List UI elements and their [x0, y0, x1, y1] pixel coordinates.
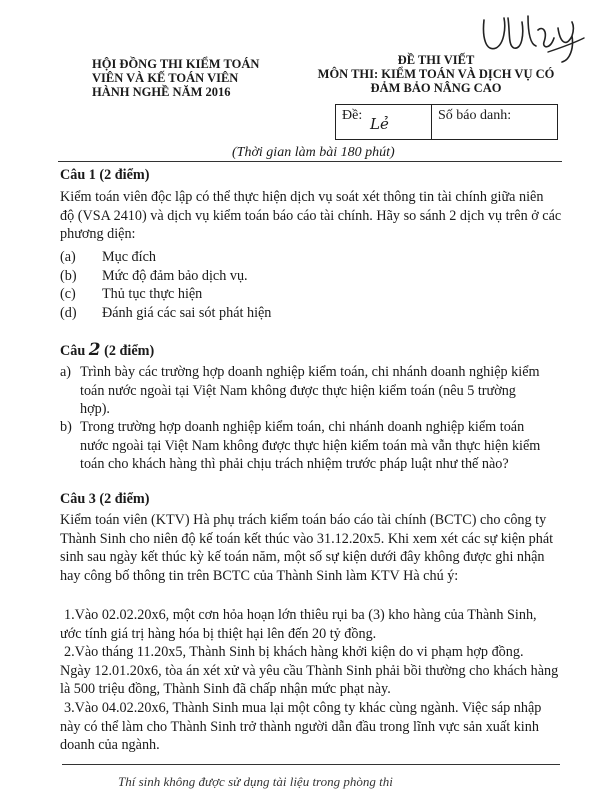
q1-item: (d) Đánh giá các sai sót phát hiện — [60, 304, 272, 321]
q2-part-b: b) Trong trường hợp doanh nghiệp kiểm toán, chi nhánh doanh nghiệp kiểm toán nước ngoài tại Việt Nam không được thực hiện kiểm toán mà vẫn thực hiện kiểm toán cho khách hàng thì phải chịu trách nhiệm trước pháp luật như thế nào? — [60, 419, 541, 473]
event-3-line-1: 3.Vào 04.02.20x6, Thành Sinh mua lại một công ty khác cùng ngành. Việc sáp nhập — [64, 699, 542, 716]
exam-header — [306, 53, 566, 95]
footer-note: Thí sinh không được sử dụng tài liệu trong phòng thi — [118, 774, 393, 789]
q1-line-2: độ (VSA 2410) và dịch vụ kiểm toán báo cáo tài chính. Hãy so sánh 2 dịch vụ trên ở các — [60, 207, 562, 224]
q2-handwritten-number: 2 — [88, 340, 101, 360]
event-2-line-3: là 500 triệu đồng, Thành Sinh đã chấp nhận mức phạt này. — [60, 681, 391, 698]
exam-line-1: ĐỀ THI VIẾT — [397, 53, 475, 67]
q3-intro: Kiểm toán viên (KTV) Hà phụ trách kiểm toán báo cáo tài chính (BCTC) cho công ty Thành Sinh cho niên độ kế toán kết thúc vào 31.12.20x5. Khi xem xét các sự kiện phát sinh sau ngày kết thúc kỳ kế toán năm, một số sự kiện dưới đây không được ghi nhận hay công bố thông tin trên BCTC của Thành Sinh làm KTV Hà chú ý: — [60, 512, 554, 584]
q1-items — [60, 248, 271, 322]
header-divider — [58, 161, 562, 162]
event-2-line-2: Ngày 12.01.20x6, tòa án xét xử và yêu cầu Thành Sinh phải bồi thường cho khách hàng — [60, 662, 559, 679]
sbd-label: Số báo danh: — [438, 108, 512, 123]
org-line-3: HÀNH NGHỀ NĂM 2016 — [92, 85, 231, 99]
q3-title: Câu 3 (2 điểm) — [60, 491, 150, 507]
candidate-number-box — [430, 104, 558, 140]
exam-line-2: MÔN THI: KIỂM TOÁN VÀ DỊCH VỤ CÓ — [317, 67, 555, 81]
q2-title: Câu 2 (2 điểm) — [60, 340, 155, 360]
q2-part-a: a) Trình bày các trường hợp doanh nghiệp kiểm toán, chi nhánh doanh nghiệp kiểm toán nước ngoài tại Việt Nam không được thực hiện kiểm toán (nêu 5 trường hợp). — [60, 364, 540, 418]
q1-title: Câu 1 (2 điểm) — [60, 167, 150, 183]
q1-item: (c) Thủ tục thực hiện — [60, 286, 203, 303]
time-note: (Thời gian làm bài 180 phút) — [232, 145, 395, 160]
q1-line-3: phương diện: — [60, 226, 136, 243]
q1-item: (b) Mức độ đảm bảo dịch vụ. — [60, 267, 248, 284]
organization-header — [92, 57, 259, 99]
q1-paragraph — [60, 188, 561, 244]
footer-divider — [62, 764, 560, 765]
event-2-line-1: 2.Vào tháng 11.20x5, Thành Sinh bị khách hàng khởi kiện do vi phạm hợp đồng. — [64, 644, 524, 661]
de-handwritten-value: Lẻ — [370, 115, 389, 133]
de-label: Đề: — [342, 108, 363, 123]
event-1-line-2: ước tính giá trị hàng hóa bị thiệt hại lên đến 20 tỷ đồng. — [60, 625, 377, 642]
org-line-2: VIÊN VÀ KẾ TOÁN VIÊN — [92, 71, 239, 85]
q1-line-1: Kiểm toán viên độc lập có thể thực hiện dịch vụ soát xét thông tin tài chính giữa niên — [60, 189, 544, 205]
event-3-line-2: này có thể làm cho Thành Sinh trở thành người dẫn đầu trong lĩnh vực sản xuất kinh — [60, 718, 539, 735]
exam-line-3: ĐẢM BẢO NÂNG CAO — [370, 81, 502, 95]
event-1-line-1: 1.Vào 02.02.20x6, một cơn hỏa hoạn lớn thiêu rụi ba (3) kho hàng của Thành Sinh, — [64, 607, 537, 623]
exam-code-box — [335, 104, 432, 140]
event-3-line-3: doanh của ngành. — [60, 737, 160, 754]
q3-events — [60, 606, 558, 755]
q1-item: (a) Mục đích — [60, 249, 156, 265]
org-line-1: HỘI ĐỒNG THI KIỂM TOÁN — [92, 57, 260, 71]
